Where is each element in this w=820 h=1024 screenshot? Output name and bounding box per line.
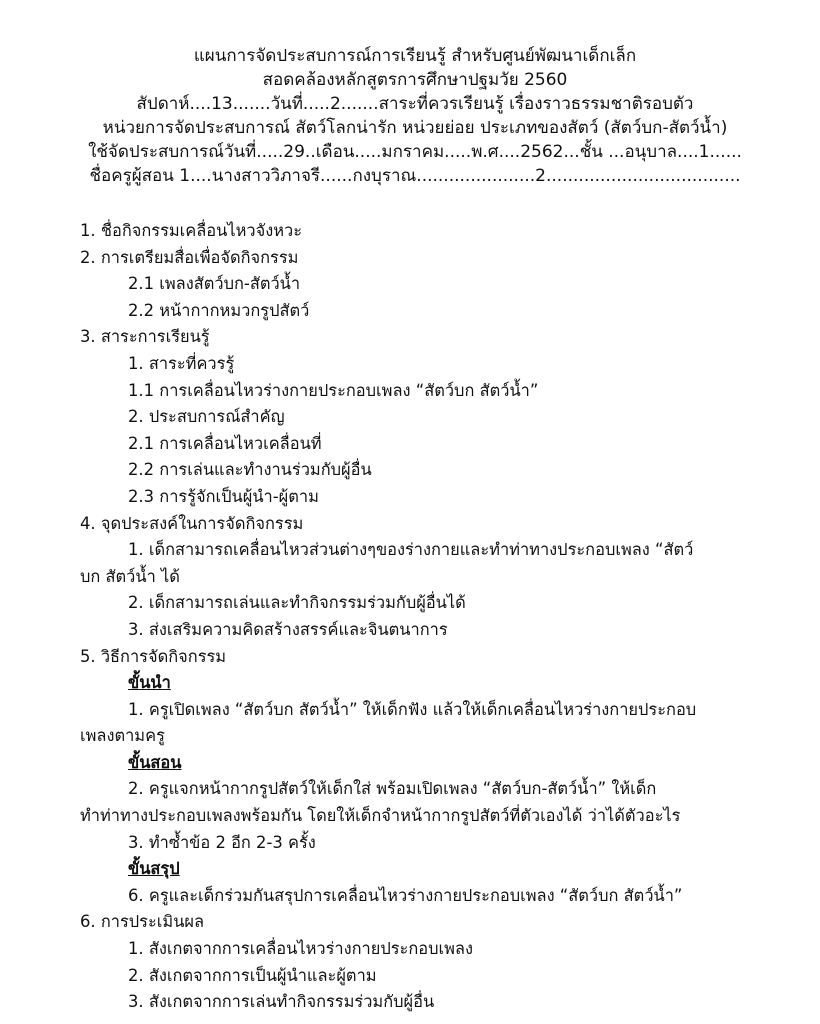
section-heading: 1. ชื่อกิจกรรมเคลื่อนไหวจังหวะ bbox=[80, 221, 303, 240]
list-item: 2. ประสบการณ์สำคัญ bbox=[128, 407, 285, 427]
list-item: 1. สังเกตจากการเคลื่อนไหวร่างกายประกอบเพลง bbox=[128, 939, 473, 959]
step-heading: ขั้นสรุป bbox=[128, 859, 180, 879]
list-item-continuation: บก สัตว์น้ำ ได้ bbox=[80, 566, 180, 586]
header-title: แผนการจัดประสบการณ์การเรียนรู้ สำหรับศูนย์พัฒนาเด็กเล็ก bbox=[193, 46, 637, 66]
header-unit: หน่วยการจัดประสบการณ์ สัตว์โลกน่ารัก หน่วยย่อย ประเภทของสัตว์ (สัตว์บก-สัตว์น้ำ) bbox=[102, 118, 728, 138]
document-body bbox=[80, 218, 760, 1016]
header-curriculum: สอดคล้องหลักสูตรการศึกษาปฐมวัย 2560 bbox=[262, 70, 568, 90]
list-item: 2. ครูแจกหน้ากากรูปสัตว์ให้เด็กใส่ พร้อมเปิดเพลง “สัตว์บก-สัตว์น้ำ” ให้เด็ก bbox=[128, 779, 657, 799]
list-item: 3. ทำซ้ำข้อ 2 อีก 2-3 ครั้ง bbox=[128, 832, 316, 852]
list-item: 2.2 การเล่นและทำงานร่วมกับผู้อื่น bbox=[128, 460, 372, 480]
section-heading: 6. การประเมินผล bbox=[80, 912, 205, 932]
step-heading: ขั้นสอน bbox=[128, 752, 182, 772]
list-item-continuation: ทำท่าทางประกอบเพลงพร้อมกัน โดยให้เด็กจำหน้ากากรูปสัตว์ที่ตัวเองได้ ว่าได้ตัวอะไร bbox=[80, 806, 681, 826]
step-heading: ขั้นนำ bbox=[128, 673, 171, 693]
list-item: 1. เด็กสามารถเคลื่อนไหวส่วนต่างๆของร่างกายและทำท่าทางประกอบเพลง “สัตว์ bbox=[128, 540, 694, 560]
list-item: 6. ครูและเด็กร่วมกันสรุปการเคลื่อนไหวร่างกายประกอบเพลง “สัตว์บก สัตว์น้ำ” bbox=[128, 885, 683, 905]
list-item: 2. สังเกตจากการเป็นผู้นำและผู้ตาม bbox=[128, 965, 377, 985]
list-item: 1. ครูเปิดเพลง “สัตว์บก สัตว์น้ำ” ให้เด็กฟัง แล้วให้เด็กเคลื่อนไหวร่างกายประกอบ bbox=[128, 699, 697, 719]
list-item: 3. สังเกตจากการเล่นทำกิจกรรมร่วมกับผู้อื่น bbox=[128, 992, 435, 1012]
list-item: 2. เด็กสามารถเล่นและทำกิจกรรมร่วมกับผู้อื่นได้ bbox=[128, 593, 466, 613]
header-week-day-topic: สัปดาห์....13.......วันที่.....2.......สาระที่ควรเรียนรู้ เรื่องราวธรรมชาติรอบตัว bbox=[136, 94, 694, 114]
section-heading: 4. จุดประสงค์ในการจัดกิจกรรม bbox=[80, 513, 304, 533]
section-heading: 2. การเตรียมสื่อเพื่อจัดกิจกรรม bbox=[80, 247, 299, 267]
list-item: 2.1 เพลงสัตว์บก-สัตว์น้ำ bbox=[128, 274, 301, 294]
section-heading: 3. สาระการเรียนรู้ bbox=[80, 327, 210, 347]
list-item-continuation: เพลงตามครู bbox=[80, 726, 165, 746]
list-item: 3. ส่งเสริมความคิดสร้างสรรค์และจินตนาการ bbox=[128, 619, 448, 639]
header-teacher: ชื่อครูผู้สอน 1....นางสาววิภาจรี......กงบุราณ......................2.................................... bbox=[89, 166, 741, 186]
section-heading: 5. วิธีการจัดกิจกรรม bbox=[80, 646, 227, 666]
list-item: 2.3 การรู้จักเป็นผู้นำ-ผู้ตาม bbox=[128, 486, 319, 506]
list-item: 2.2 หน้ากากหมวกรูปสัตว์ bbox=[128, 300, 310, 320]
document-header bbox=[70, 44, 760, 188]
header-date-class: ใช้จัดประสบการณ์วันที่.....29..เดือน.....มกราคม.....พ.ศ....2562...ชั้น ...อนุบาล....1...... bbox=[88, 142, 742, 162]
list-item: 2.1 การเคลื่อนไหวเคลื่อนที่ bbox=[128, 433, 322, 453]
list-item: 1.1 การเคลื่อนไหวร่างกายประกอบเพลง “สัตว์บก สัตว์น้ำ” bbox=[128, 380, 539, 400]
list-item: 1. สาระที่ควรรู้ bbox=[128, 353, 235, 373]
